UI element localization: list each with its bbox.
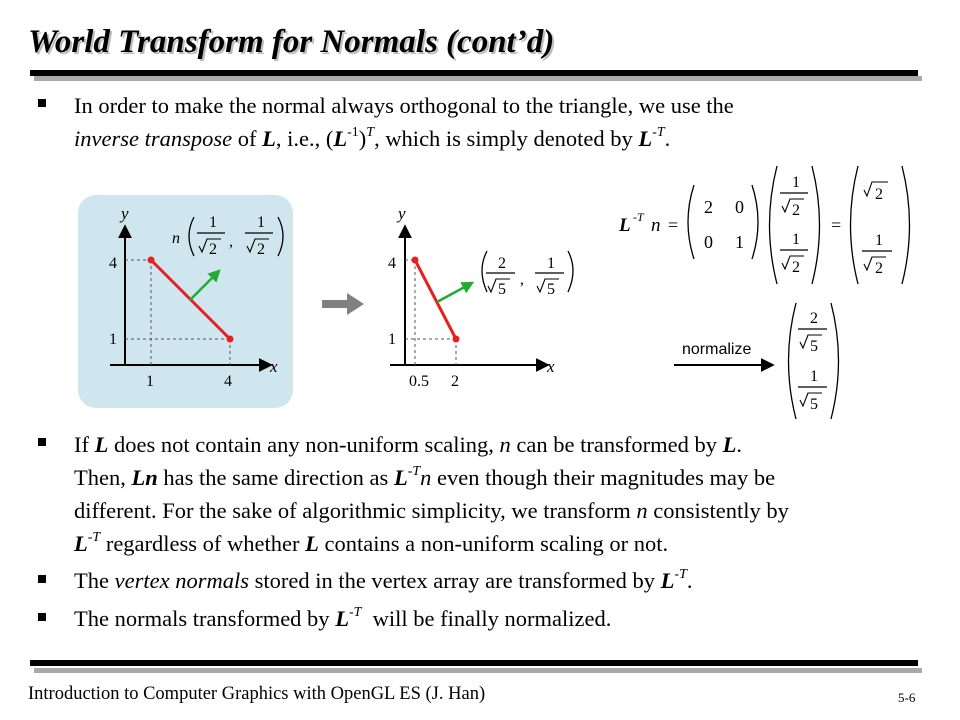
bullet-3: The vertex normals stored in the vertex array are transformed by $L^{-T}$. xyxy=(74,566,693,593)
x-tick-2: 2 xyxy=(451,373,459,390)
vertex xyxy=(453,336,460,343)
svg-text:n: n xyxy=(651,215,661,236)
svg-text:1: 1 xyxy=(792,174,800,191)
transform-arrow xyxy=(322,293,364,315)
vertex xyxy=(412,257,419,264)
x-tick-0.5: 0.5 xyxy=(409,373,429,390)
svg-text:0: 0 xyxy=(735,197,744,217)
y-axis-label: y xyxy=(121,204,129,223)
svg-text:2: 2 xyxy=(792,202,800,219)
svg-text:1: 1 xyxy=(875,232,883,249)
svg-text:1: 1 xyxy=(792,231,800,248)
svg-text:1: 1 xyxy=(547,255,555,272)
page-number: 5-6 xyxy=(898,690,916,705)
svg-text:2: 2 xyxy=(810,310,818,327)
svg-text:2: 2 xyxy=(704,197,713,217)
slide-title: World Transform for Normals (cont’d) xyxy=(28,24,555,60)
svg-text:2: 2 xyxy=(209,241,217,258)
x-tick-4: 4 xyxy=(224,373,232,390)
svg-text:2: 2 xyxy=(875,186,883,203)
bullet-2-line-4: $L^{-T}$ regardless of whether L contains a non-uniform scaling or not. xyxy=(74,529,669,556)
svg-text:=: = xyxy=(831,215,842,235)
y-axis-label: y xyxy=(398,204,406,223)
transform-equation xyxy=(618,166,910,284)
bullet-1-line-1: In order to make the normal always orthogonal to the triangle, we use the xyxy=(74,93,734,118)
y-tick-4: 4 xyxy=(388,255,396,272)
svg-text:,: , xyxy=(229,233,233,250)
normalized-vector xyxy=(789,303,839,419)
x-axis-label: x xyxy=(547,357,555,376)
svg-text:2: 2 xyxy=(875,260,883,277)
vertex xyxy=(148,257,155,264)
svg-text:-T: -T xyxy=(633,210,644,224)
svg-text:=: = xyxy=(668,215,679,235)
svg-text:1: 1 xyxy=(735,232,744,252)
footer-rule xyxy=(30,660,918,666)
triangle-edge xyxy=(415,260,456,339)
right-plot xyxy=(388,204,573,390)
svg-text:5: 5 xyxy=(810,338,818,355)
svg-text:,: , xyxy=(520,271,524,288)
svg-text:5: 5 xyxy=(547,281,555,298)
svg-text:1: 1 xyxy=(209,214,217,231)
x-tick-1: 1 xyxy=(146,373,154,390)
svg-text:2: 2 xyxy=(257,241,265,258)
svg-text:1: 1 xyxy=(810,368,818,385)
footer-rule-shadow xyxy=(34,668,922,673)
svg-text:0: 0 xyxy=(704,232,713,252)
svg-text:5: 5 xyxy=(498,281,506,298)
svg-text:L: L xyxy=(619,215,631,236)
bullet-marker xyxy=(38,438,46,446)
bullet-2-line-2: Then, Ln has the same direction as $L^{-T}n$ even though their magnitudes may be xyxy=(74,463,776,490)
x-axis-label: x xyxy=(270,357,278,376)
bullet-marker xyxy=(38,613,46,621)
y-tick-1: 1 xyxy=(109,331,117,348)
normal-label: n xyxy=(172,230,180,247)
svg-text:2: 2 xyxy=(498,255,506,272)
vertex xyxy=(227,336,234,343)
y-tick-1: 1 xyxy=(388,331,396,348)
bullet-2-line-3: different. For the sake of algorithmic simplicity, we transform n consistently by xyxy=(74,498,789,523)
footer-text: Introduction to Computer Graphics with OpenGL ES (J. Han) xyxy=(28,684,486,704)
normal-vector xyxy=(437,283,472,302)
bullet-marker xyxy=(38,575,46,583)
bullet-4: The normals transformed by $L^{-T}$ will be finally normalized. xyxy=(74,604,612,631)
bullet-2-line-1: If L does not contain any non-uniform scaling, n can be transformed by L. xyxy=(74,432,742,457)
svg-text:1: 1 xyxy=(257,214,265,231)
svg-text:5: 5 xyxy=(810,396,818,413)
normalize-label: normalize xyxy=(682,341,752,358)
bullet-1-line-2: inverse transpose of L, i.e., $(L^{-1})^T$, which is simply denoted by $L^{-T}$. xyxy=(74,124,671,151)
y-tick-4: 4 xyxy=(109,255,117,272)
svg-text:2: 2 xyxy=(792,259,800,276)
